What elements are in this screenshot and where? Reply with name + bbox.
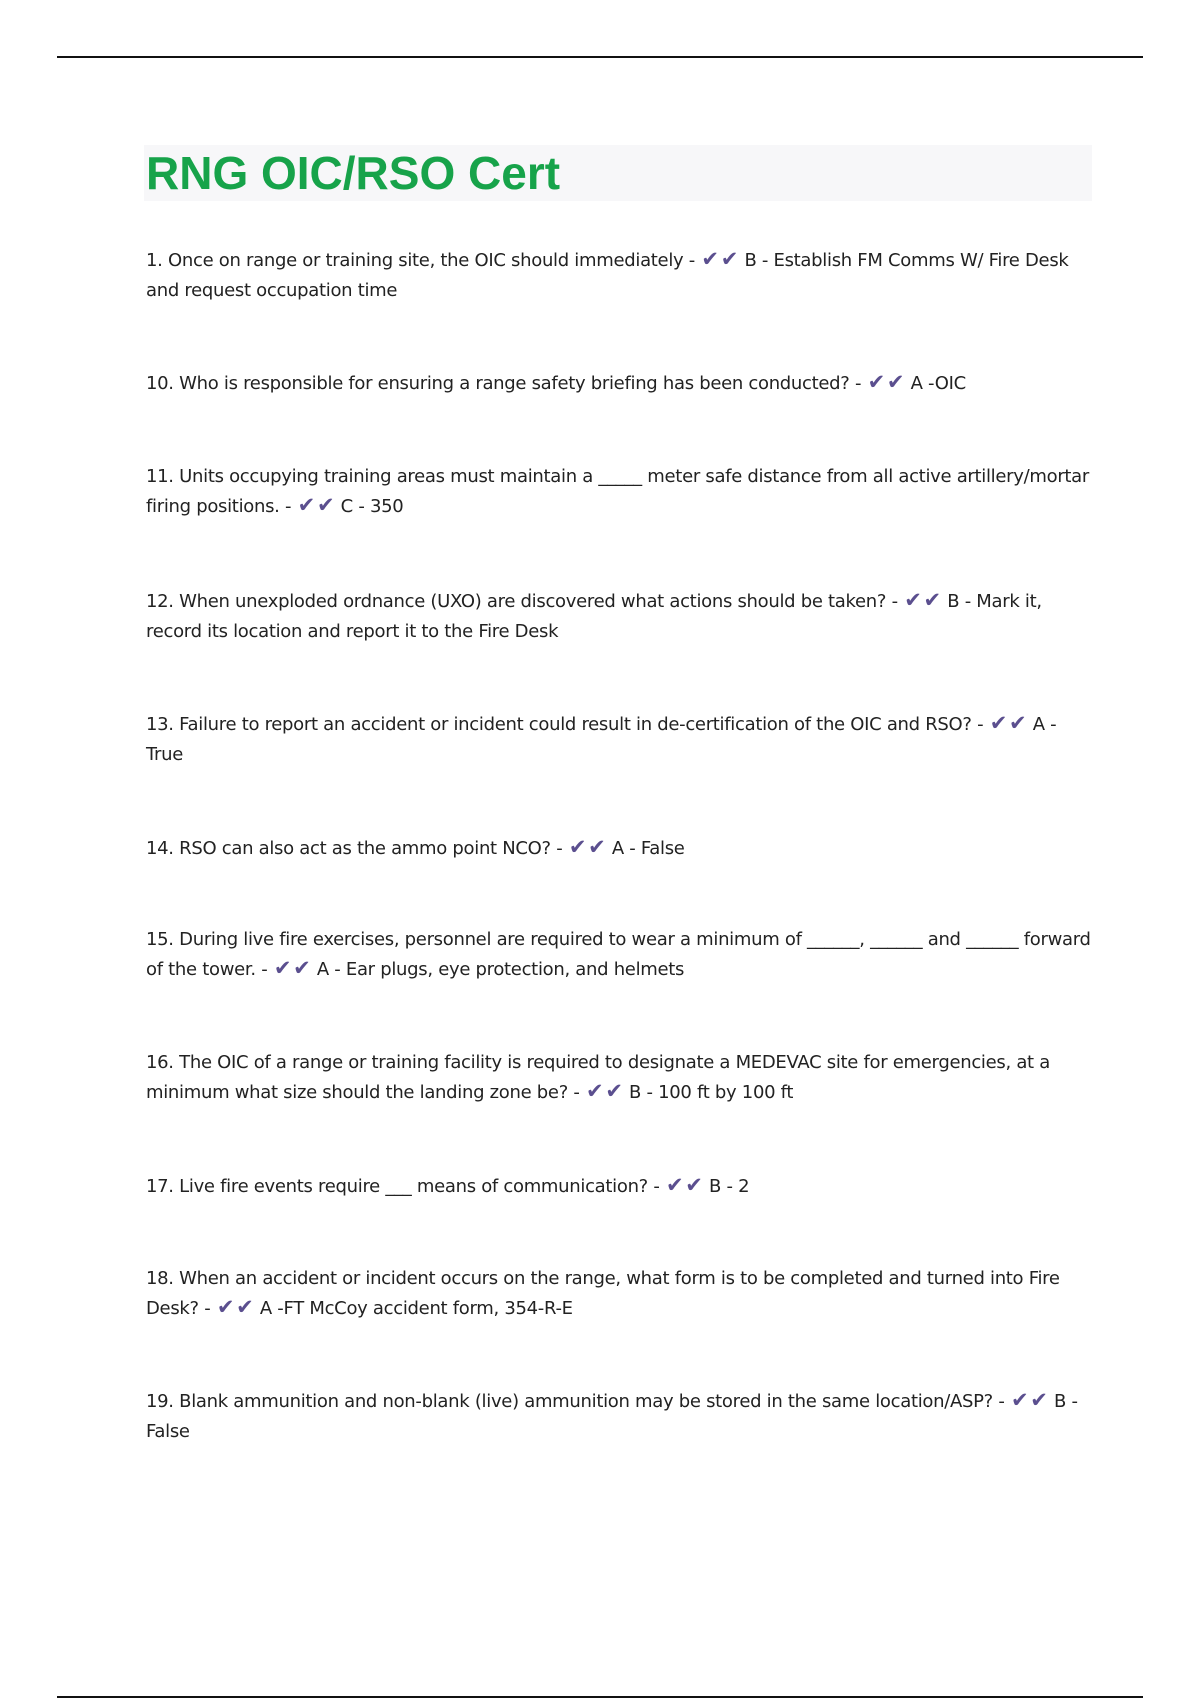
answer-text: B - 100 ft by 100 ft [629,1082,794,1103]
check-icon: ✔ [236,1295,254,1319]
answer-checks [989,711,1028,735]
list-item [146,369,1096,399]
check-icon: ✔ [588,835,606,859]
question-text: 16. The OIC of a range or training facility is required to designate a MEDEVAC site for emergencies, at a minimum what size should the landing zone be? - [146,1052,1050,1103]
answer-text: B - Mark it, record its location and report it to the Fire Desk [146,591,1042,642]
question-text: 1. Once on range or training site, the OIC should immediately - [146,250,695,271]
check-icon: ✔ [720,247,739,271]
question-text: 19. Blank ammunition and non-blank (live) ammunition may be stored in the same location/ASP? - [146,1391,1005,1412]
question-text: 11. Units occupying training areas must maintain a _____ meter safe distance from all active artillery/mortar firing positions. - [146,466,1090,517]
bottom-divider [57,1696,1143,1698]
check-icon: ✔ [1010,1388,1029,1412]
answer-text: B - 2 [709,1176,750,1197]
answer-checks [867,370,906,394]
check-icon: ✔ [216,1295,235,1319]
answer-checks [700,247,739,271]
answer-checks [273,956,312,980]
check-icon: ✔ [867,370,885,394]
check-icon: ✔ [1009,711,1027,735]
check-icon: ✔ [586,1079,604,1103]
answer-text: A - False [611,838,685,859]
list-item [146,1387,1096,1447]
list-item [146,925,1096,985]
check-icon: ✔ [605,1079,623,1103]
list-item [146,1264,1096,1324]
check-icon: ✔ [316,493,335,517]
answer-checks [665,1173,704,1197]
check-icon: ✔ [293,956,311,980]
answer-checks [585,1079,624,1103]
page-title: RNG OIC/RSO Cert [146,147,561,199]
check-icon: ✔ [886,370,905,394]
question-text: 18. When an accident or incident occurs on the range, what form is to be completed and turned into Fire Desk? - [146,1268,1060,1319]
answer-checks [903,588,942,612]
check-icon: ✔ [923,588,941,612]
question-text: 13. Failure to report an accident or incident could result in de-certification of the OIC and RSO? - [146,714,984,735]
answer-text: C - 350 [340,496,404,517]
list-item [146,1172,1096,1202]
answer-text: B - False [146,1391,1078,1442]
question-text: 12. When unexploded ordnance (UXO) are discovered what actions should be taken? - [146,591,898,612]
list-item [146,834,1096,864]
answer-text: A - True [146,714,1057,765]
check-icon: ✔ [297,493,315,517]
check-icon: ✔ [989,711,1007,735]
check-icon: ✔ [701,247,719,271]
question-text: 15. During live fire exercises, personnel are required to wear a minimum of ______, ______ and ______ forward of the tower. - [146,929,1091,980]
answer-checks [1010,1388,1049,1412]
list-item [146,1048,1096,1108]
answer-text: B - Establish FM Comms W/ Fire Desk and request occupation time [146,250,1069,301]
answer-text: A -OIC [910,373,966,394]
list-item [146,462,1096,522]
answer-checks [216,1295,255,1319]
question-text: 17. Live fire events require ___ means of communication? - [146,1176,660,1197]
check-icon: ✔ [685,1173,703,1197]
check-icon: ✔ [665,1173,684,1197]
answer-text: A - Ear plugs, eye protection, and helmets [316,959,685,980]
question-text: 10. Who is responsible for ensuring a range safety briefing has been conducted? - [146,373,862,394]
answer-text: A -FT McCoy accident form, 354-R-E [259,1298,573,1319]
question-text: 14. RSO can also act as the ammo point NCO? - [146,838,563,859]
check-icon: ✔ [1030,1388,1048,1412]
check-icon: ✔ [568,835,587,859]
list-item [146,587,1096,647]
check-icon: ✔ [904,588,922,612]
list-item [146,246,1096,306]
answer-checks [297,493,336,517]
list-item [146,710,1096,770]
answer-checks [568,835,607,859]
top-divider [57,56,1143,58]
check-icon: ✔ [273,956,292,980]
